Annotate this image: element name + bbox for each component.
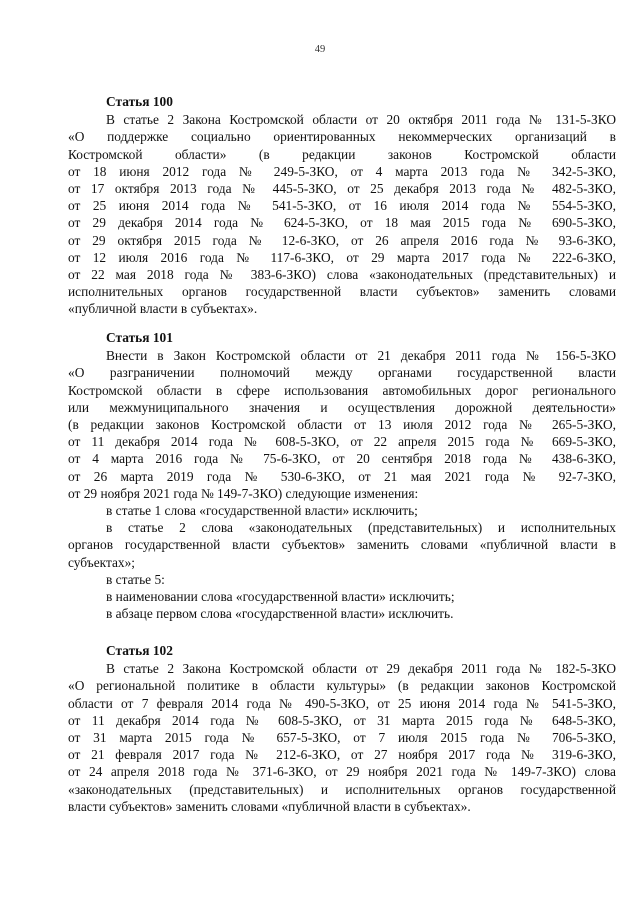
text-line: «законодательных (представительных) и исполнительных органов государственной — [68, 781, 616, 797]
page-number: 49 — [314, 44, 326, 55]
text-line: (в редакции законов Костромской области от 13 июля 2012 года № 265-5-ЗКО, — [68, 417, 616, 433]
text-line: исполнительных органов государственной власти субъектов» заменить словами — [68, 284, 616, 300]
text-line: или межмуниципального значения и осуществления дорожной деятельности» — [68, 399, 616, 415]
text-line: от 25 июня 2014 года № 541-5-ЗКО, от 16 июля 2014 года № 554-5-ЗКО, — [68, 198, 616, 214]
text-line: от 4 марта 2016 года № 75-6-ЗКО, от 20 сентября 2018 года № 438-6-ЗКО, — [68, 451, 616, 467]
text-line: от 11 декабря 2014 года № 608-5-ЗКО, от 31 марта 2015 года № 648-5-ЗКО, — [68, 712, 616, 728]
text-line: «О региональной политике в области культуры» (в редакции законов Костромской — [68, 678, 616, 694]
text-line: от 29 октября 2015 года № 12-6-ЗКО, от 26 апреля 2016 года № 93-6-ЗКО, — [68, 232, 616, 248]
article-paragraph — [68, 111, 616, 317]
text-line: в статье 1 слова «государственной власти» исключить; — [106, 503, 418, 519]
text-line: от 29 ноября 2021 года № 149-7-ЗКО) следующие изменения: — [68, 485, 419, 501]
article-100 — [68, 93, 616, 318]
text-line: власти субъектов» заменить словами «публичной власти в субъектах». — [68, 798, 471, 814]
text-line: в статье 2 слова «законодательных (представительных) и исполнительных — [106, 520, 616, 536]
article-heading: Статья 102 — [106, 643, 173, 658]
text-line: В статье 2 Закона Костромской области от 29 декабря 2011 года № 182-5-ЗКО — [106, 661, 616, 677]
text-line: в абзаце первом слова «государственной власти» исключить. — [106, 606, 454, 622]
text-line: от 18 июня 2012 года № 249-5-ЗКО, от 4 марта 2013 года № 342-5-ЗКО, — [68, 163, 616, 179]
article-paragraph — [68, 347, 616, 502]
amendment-item-2 — [68, 519, 616, 571]
article-heading: Статья 101 — [106, 330, 173, 345]
text-line: от 11 декабря 2014 года № 608-5-ЗКО, от 22 апреля 2015 года № 669-5-ЗКО, — [68, 434, 616, 450]
article-101 — [68, 329, 616, 622]
article-heading: Статья 100 — [106, 94, 173, 109]
text-line: от 31 марта 2015 года № 657-5-ЗКО, от 7 июля 2015 года № 706-5-ЗКО, — [68, 730, 616, 746]
text-line: Костромской области в сфере использования автомобильных дорог регионального — [68, 382, 616, 398]
text-line: Костромской области» (в редакции законов Костромской области — [68, 146, 616, 162]
text-line: от 17 октября 2013 года № 445-5-ЗКО, от 25 декабря 2013 года № 482-5-ЗКО, — [68, 181, 616, 197]
text-line: «О поддержке социально ориентированных некоммерческих организаций в — [68, 129, 616, 145]
article-102 — [68, 642, 616, 815]
text-line: «О разграничении полномочий между органами государственной власти — [68, 365, 616, 381]
text-line: от 12 июля 2016 года № 117-6-ЗКО, от 29 марта 2017 года № 222-6-ЗКО, — [68, 249, 616, 265]
text-line: в статье 5: — [106, 571, 165, 587]
text-line: В статье 2 Закона Костромской области от 20 октября 2011 года № 131-5-ЗКО — [106, 112, 616, 128]
text-line: от 26 марта 2019 года № 530-6-ЗКО, от 21 мая 2021 года № 92-7-ЗКО, — [68, 468, 616, 484]
text-line: Внести в Закон Костромской области от 21 декабря 2011 года № 156-5-ЗКО — [106, 348, 616, 364]
text-line: органов государственной власти субъектов» заменить словами «публичной власти в — [68, 537, 616, 553]
text-line: «публичной власти в субъектах». — [68, 301, 258, 317]
text-line: субъектах»; — [68, 554, 136, 570]
amendment-item-1 — [68, 502, 616, 519]
text-line: в наименовании слова «государственной власти» исключить; — [106, 589, 455, 605]
text-line: от 24 апреля 2018 года № 371-6-ЗКО, от 29 ноября 2021 года № 149-7-ЗКО) слова — [68, 764, 616, 780]
text-line: от 21 февраля 2017 года № 212-6-ЗКО, от 27 ноября 2017 года № 319-6-ЗКО, — [68, 747, 616, 763]
article-paragraph — [68, 660, 616, 815]
text-line: области от 7 февраля 2014 года № 490-5-ЗКО, от 25 июня 2014 года № 541-5-ЗКО, — [68, 695, 616, 711]
text-line: от 29 декабря 2014 года № 624-5-ЗКО, от 18 мая 2015 года № 690-5-ЗКО, — [68, 215, 616, 231]
amendment-item-3 — [68, 571, 616, 623]
text-line: от 22 мая 2018 года № 383-6-ЗКО) слова «законодательных (представительных) и — [68, 267, 616, 283]
